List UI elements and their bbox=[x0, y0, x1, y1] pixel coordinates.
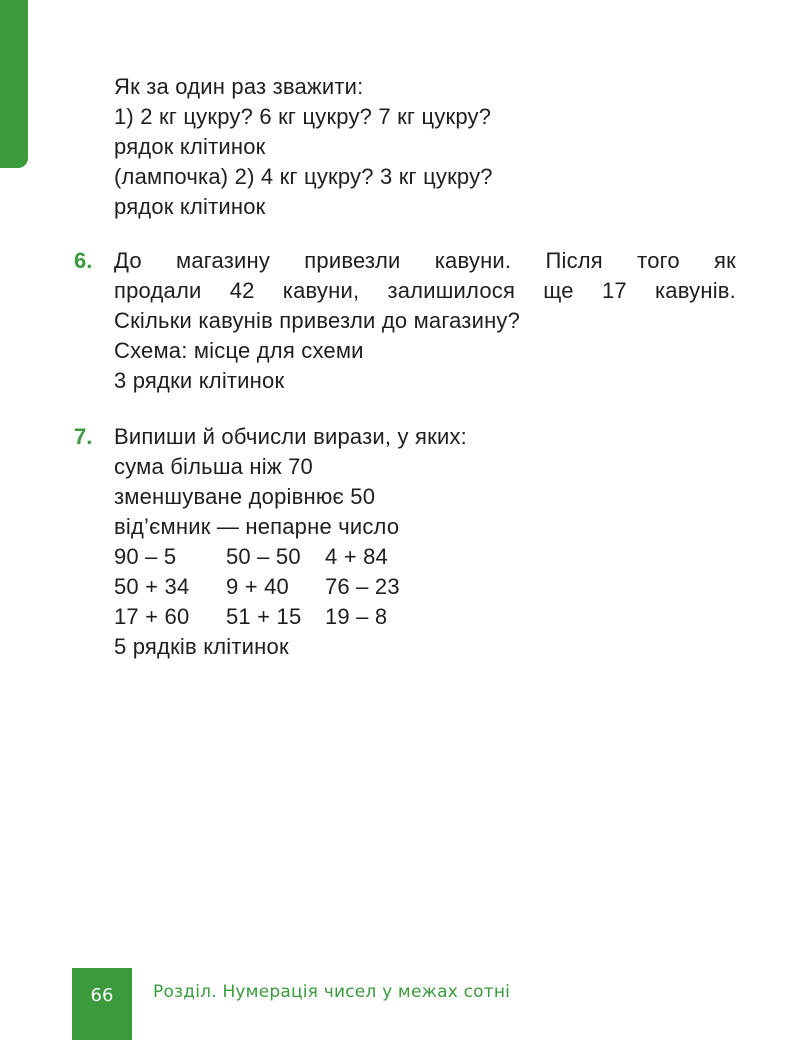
intro-task bbox=[114, 72, 493, 222]
section-title: Розділ. Нумерація чисел у межах сотні bbox=[153, 982, 511, 1002]
expression: 51 + 15 bbox=[226, 604, 302, 629]
expression: 17 + 60 bbox=[114, 604, 190, 629]
expression: 50 + 34 bbox=[114, 574, 190, 599]
task-6-line: До магазину привезли кавуни. Після того як bbox=[114, 248, 736, 273]
task-7-footer-line: 5 рядків клітинок bbox=[114, 634, 289, 659]
intro-task-line: рядок клітинок bbox=[114, 194, 266, 219]
expression: 76 – 23 bbox=[325, 574, 400, 599]
page-number: 66 bbox=[90, 985, 114, 1006]
expression: 9 + 40 bbox=[226, 574, 289, 599]
task-6-line: Схема: місце для схеми bbox=[114, 338, 364, 363]
task-7-number: 7. bbox=[74, 424, 93, 449]
task-6-line: Скільки кавунів привезли до магазину? bbox=[114, 308, 521, 333]
task-7-line: від’ємник — непарне число bbox=[114, 514, 400, 539]
side-tab-marker bbox=[0, 0, 28, 168]
task-6-line: 3 рядки клітинок bbox=[114, 368, 285, 393]
task-6 bbox=[114, 246, 736, 396]
expression-row bbox=[114, 572, 467, 602]
expression-row bbox=[114, 602, 467, 632]
task-7-line: зменшуване дорівнює 50 bbox=[114, 484, 376, 509]
page-number-box bbox=[72, 968, 132, 1040]
intro-task-line: рядок клітинок bbox=[114, 134, 266, 159]
expression-row bbox=[114, 542, 467, 572]
task-7-line: сума більша ніж 70 bbox=[114, 454, 313, 479]
task-7-line: Випиши й обчисли вирази, у яких: bbox=[114, 424, 467, 449]
expression: 50 – 50 bbox=[226, 544, 301, 569]
intro-task-line: 1) 2 кг цукру? 6 кг цукру? 7 кг цукру? bbox=[114, 104, 492, 129]
intro-task-line: (лампочка) 2) 4 кг цукру? 3 кг цукру? bbox=[114, 164, 493, 189]
expression: 19 – 8 bbox=[325, 604, 388, 629]
expression: 4 + 84 bbox=[325, 544, 388, 569]
task-6-number: 6. bbox=[74, 248, 93, 273]
task-7 bbox=[114, 422, 467, 662]
intro-task-line: Як за один раз зважити: bbox=[114, 74, 364, 99]
expression: 90 – 5 bbox=[114, 544, 177, 569]
task-6-line: продали 42 кавуни, залишилося ще 17 кавунів. bbox=[114, 278, 736, 303]
